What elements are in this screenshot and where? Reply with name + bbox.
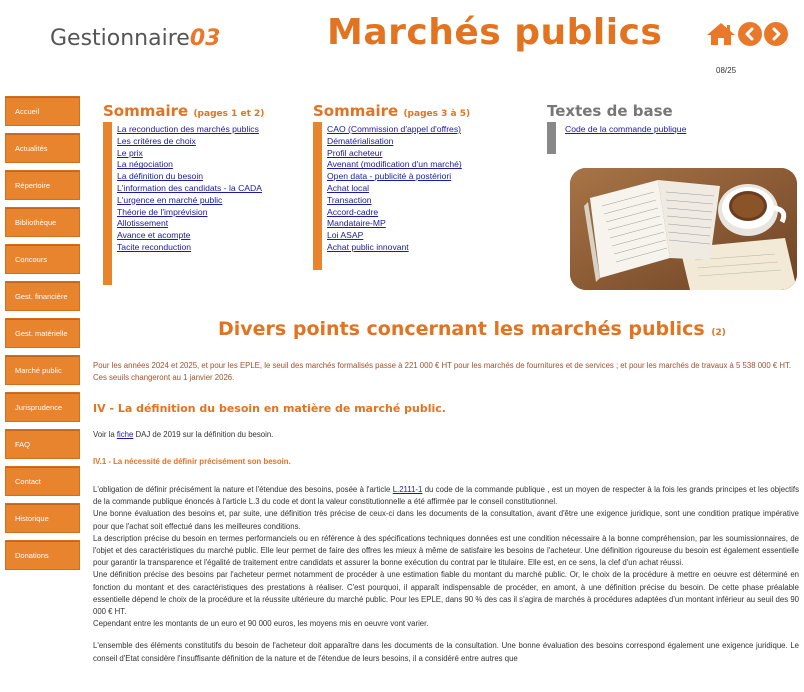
home-icon[interactable] xyxy=(706,22,736,46)
paragraph: Une définition précise des besoins par l'acheteur permet notamment de procéder à une estimation fiable du montant du marché public. Or, le choix de la procédure à mettre en oeuvre est déterminé en fonction du montant et des caractéristiques des prestations à réaliser. C'est pourquoi, il apparaît indispensable de procéder, en amont, à une définition précise du besoin. De cette phase préalable essentielle dépend le choix de la procédure et la réussite ultérieure du marché public. Pour les EPLE, dans 90 % des cas il s'agira de marchés à procédures adaptées d'un montant inférieur au seuil des 90 000 € HT. xyxy=(93,570,799,617)
sommaire-link[interactable]: La définition du besoin xyxy=(117,171,204,182)
sommaire-link[interactable]: Profil acheteur xyxy=(327,147,383,158)
sidebar-item-contact[interactable]: Contact xyxy=(5,466,80,496)
sommaire-accent-bar xyxy=(313,122,322,270)
sommaire-link[interactable]: Transaction xyxy=(327,194,372,205)
sidebar-item-jurisprudence[interactable]: Jurisprudence xyxy=(5,392,80,422)
header xyxy=(0,0,804,80)
section-title: IV - La définition du besoin en matière de marché public. xyxy=(93,402,446,415)
sommaire-link[interactable]: Mandataire-MP xyxy=(327,218,386,229)
textes-de-base xyxy=(547,102,687,134)
next-page-icon[interactable] xyxy=(764,22,788,46)
threshold-notice: Pour les années 2024 et 2025, et pour les EPLE, le seuil des marchés formalisés passe à 221 000 € HT pour les marchés de fournitures et de services ; et pour les marchés de travaux à 5 538 000 € HT. Ces seuils changeront au 1 janvier 2026. xyxy=(93,361,792,382)
paragraph: Une bonne évaluation des besoins et, par suite, une définition très précise de ceux-ci dans les documents de la consultation, avant d'être une exigence juridique, sont une condition pratique impérative pour que l'achat soit effectué dans les meilleures conditions. xyxy=(93,509,799,531)
sommaire-title-text: Sommaire xyxy=(313,102,399,120)
brand-text: Gestionnaire xyxy=(50,26,190,51)
sommaire-link[interactable]: Théorie de l'imprévision xyxy=(117,206,208,217)
article-title-text: Divers points concernant les marchés publics xyxy=(218,318,705,340)
paragraph: Cependant entre les montants de un euro et 90 000 euros, les moyens mis en oeuvre vont varier. xyxy=(93,619,429,629)
sommaire-link[interactable]: Dématérialisation xyxy=(327,135,394,146)
sommaire-link[interactable]: Open data - publicité à postériori xyxy=(327,171,452,182)
sommaire-link[interactable]: Achat local xyxy=(327,182,370,193)
fiche-line xyxy=(93,430,273,439)
article-title xyxy=(218,318,726,340)
sommaire-link[interactable]: Accord-cadre xyxy=(327,206,379,217)
sommaire-pages-1-2 xyxy=(103,102,265,252)
sommaire-link[interactable]: La reconduction des marchés publics xyxy=(117,124,259,134)
sommaire-link[interactable]: Tacite reconduction xyxy=(117,241,192,252)
sommaire-accent-bar xyxy=(103,122,112,285)
article-title-sub: (2) xyxy=(711,328,726,338)
sidebar-item-marche-public[interactable]: Marché public xyxy=(5,355,80,385)
nav-icons xyxy=(706,22,788,46)
sommaire-link[interactable]: CAO (Commission d'appel d'offres) xyxy=(327,124,461,134)
sommaire-link[interactable]: Avance et acompte xyxy=(117,230,191,241)
book-coffee-image xyxy=(570,168,797,290)
paragraph-text: du code de la commande publique , est un moyen de respecter à la fois les grands principes et les objectifs de la commande publique énoncés à l'article L.3 du code et dont la valeur constitutionnelle a été affirmée par le conseil constitutionnel. xyxy=(93,485,799,507)
sommaire-pages: (pages 1 et 2) xyxy=(193,109,265,119)
sommaire-link[interactable]: L'information des candidats - la CADA xyxy=(117,182,262,193)
sidebar-item-accueil[interactable]: Accueil xyxy=(5,96,80,126)
sidebar-item-concours[interactable]: Concours xyxy=(5,244,80,274)
sommaire-link[interactable]: Le prix xyxy=(117,147,143,158)
paragraph-text: L'obligation de définir précisément la nature et l'étendue des besoins, posée à l'article xyxy=(93,485,393,494)
brand-number: 03 xyxy=(189,26,221,51)
paragraph: La description précise du besoin en termes performanciels ou en référence à des spécifications techniques données est une condition nécessaire à la bonne compréhension, par les soumissionnaires, de l'objet et des caractéristiques du marché public. Elle leur permet de faire des offres les mieux à même de satisfaire les besoins de l'acheteur. Une définition rigoureuse du besoin est également essentielle pour garantir la transparence et l'égalité de traitement entre candidats et assurer la bonne exécution du contrat par le titulaire. Elle est, en ce sens, la clef d'un achat réussi. xyxy=(93,533,799,568)
sommaire-links xyxy=(327,124,462,254)
sidebar-item-historique[interactable]: Historique xyxy=(5,503,80,533)
fiche-link[interactable]: fiche xyxy=(116,430,134,439)
page-counter: 08/25 xyxy=(716,66,737,75)
sommaire-link[interactable]: Allotissement xyxy=(117,218,169,229)
sommaire-title xyxy=(103,102,264,120)
sommaire-link[interactable]: Loi ASAP xyxy=(327,230,364,241)
spacer xyxy=(93,630,799,640)
sommaire-link[interactable]: Achat public innovant xyxy=(327,241,409,252)
textes-accent-bar xyxy=(547,122,556,154)
sidebar-item-faq[interactable]: FAQ xyxy=(5,429,80,459)
subsection-title: IV.1 - La nécessité de définir précisément son besoin. xyxy=(93,457,291,466)
sommaire-pages-3-5 xyxy=(313,102,471,252)
paragraph xyxy=(93,484,799,508)
sidebar-item-gest-materielle[interactable]: Gest. matérielle xyxy=(5,318,80,348)
code-commande-publique-link[interactable]: Code de la commande publique xyxy=(565,124,687,134)
sommaire-pages: (pages 3 à 5) xyxy=(403,109,471,119)
sidebar-item-gest-financiere[interactable]: Gest. financière xyxy=(5,281,80,311)
sommaire-link[interactable]: La négociation xyxy=(117,159,173,170)
sommaire-link[interactable]: Les critères de choix xyxy=(117,135,196,146)
paragraph: L'ensemble des éléments constitutifs du besoin de l'acheteur doit apparaître dans les documents de la consultation. Une bonne évaluation des besoins correspond également une exigence juridique. Le conseil d'Etat considère l'insuffisante définition de la nature et de l'étendue de leurs besoins, il a considéré entre autres que xyxy=(93,641,799,663)
previous-page-icon[interactable] xyxy=(738,22,762,46)
sidebar-item-donations[interactable]: Donations xyxy=(5,540,80,570)
sommaire-links xyxy=(117,124,262,254)
sommaire-link[interactable]: L'urgence en marché public xyxy=(117,194,223,205)
textes-title: Textes de base xyxy=(547,102,673,120)
sommaire-title-text: Sommaire xyxy=(103,102,189,120)
article-body xyxy=(93,484,799,665)
sidebar-item-bibliotheque[interactable]: Bibliothèque xyxy=(5,207,80,237)
fiche-after: DAJ de 2019 sur la définition du besoin. xyxy=(133,430,274,439)
article-link-l2111-1[interactable]: L.2111-1 xyxy=(392,485,423,494)
sommaire-title xyxy=(313,102,470,120)
sidebar-item-repertoire[interactable]: Répertoire xyxy=(5,170,80,200)
site-brand[interactable] xyxy=(50,26,220,51)
fiche-before: Voir la xyxy=(93,430,117,439)
page-title: Marchés publics xyxy=(327,12,663,53)
sidebar-item-actualites[interactable]: Actualités xyxy=(5,133,80,163)
sidebar xyxy=(5,96,80,577)
sommaire-link[interactable]: Avenant (modification d'un marché) xyxy=(327,159,462,170)
